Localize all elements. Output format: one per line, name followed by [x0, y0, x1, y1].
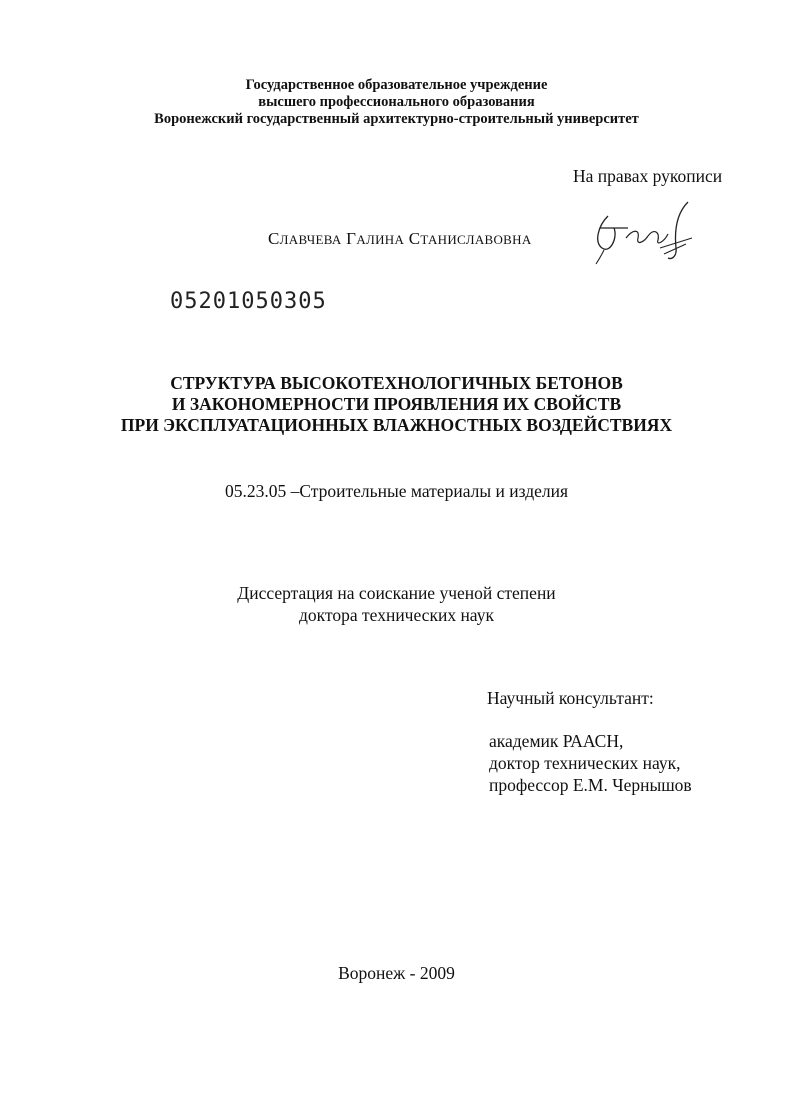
consultant-heading: Научный консультант: [487, 688, 654, 708]
title-line-3: ПРИ ЭКСПЛУАТАЦИОННЫХ ВЛАЖНОСТНЫХ ВОЗДЕЙСТВИЯХ [120, 415, 673, 435]
author-name-rest: АЛИНА [356, 232, 405, 247]
registration-code: 05201050305 [170, 289, 327, 314]
institution-line-1: Государственное образовательное учреждение [245, 77, 548, 93]
degree-line-1: Диссертация на соискание ученой степени [237, 583, 556, 603]
author-name-initial: Г [346, 229, 357, 248]
author-patronymic-initial: С [408, 229, 421, 248]
city-year: Воронеж - 2009 [338, 963, 455, 983]
degree-line-2: доктора технических наук [299, 605, 494, 625]
author-patronymic-rest: ТАНИСЛАВОВНА [420, 232, 532, 247]
author-surname-rest: ЛАВЧЕВА [279, 232, 342, 247]
institution-line-3: Воронежский государственный архитектурно-строительный университет [154, 111, 639, 127]
manuscript-note: На правах рукописи [573, 166, 723, 186]
consultant-line-3: профессор Е.М. Чернышов [489, 775, 692, 795]
specialty: 05.23.05 –Строительные материалы и изделия [224, 481, 569, 501]
signature-image [588, 198, 698, 270]
consultant-line-1: академик РААСН, [489, 731, 624, 751]
author-surname-initial: С [268, 229, 280, 248]
institution-line-2: высшего профессионального образования [258, 94, 535, 110]
author-name [268, 229, 532, 249]
title-line-2: И ЗАКОНОМЕРНОСТИ ПРОЯВЛЕНИЯ ИХ СВОЙСТВ [171, 394, 622, 414]
title-line-1: СТРУКТУРА ВЫСОКОТЕХНОЛОГИЧНЫХ БЕТОНОВ [170, 373, 623, 393]
consultant-line-2: доктор технических наук, [489, 753, 681, 773]
